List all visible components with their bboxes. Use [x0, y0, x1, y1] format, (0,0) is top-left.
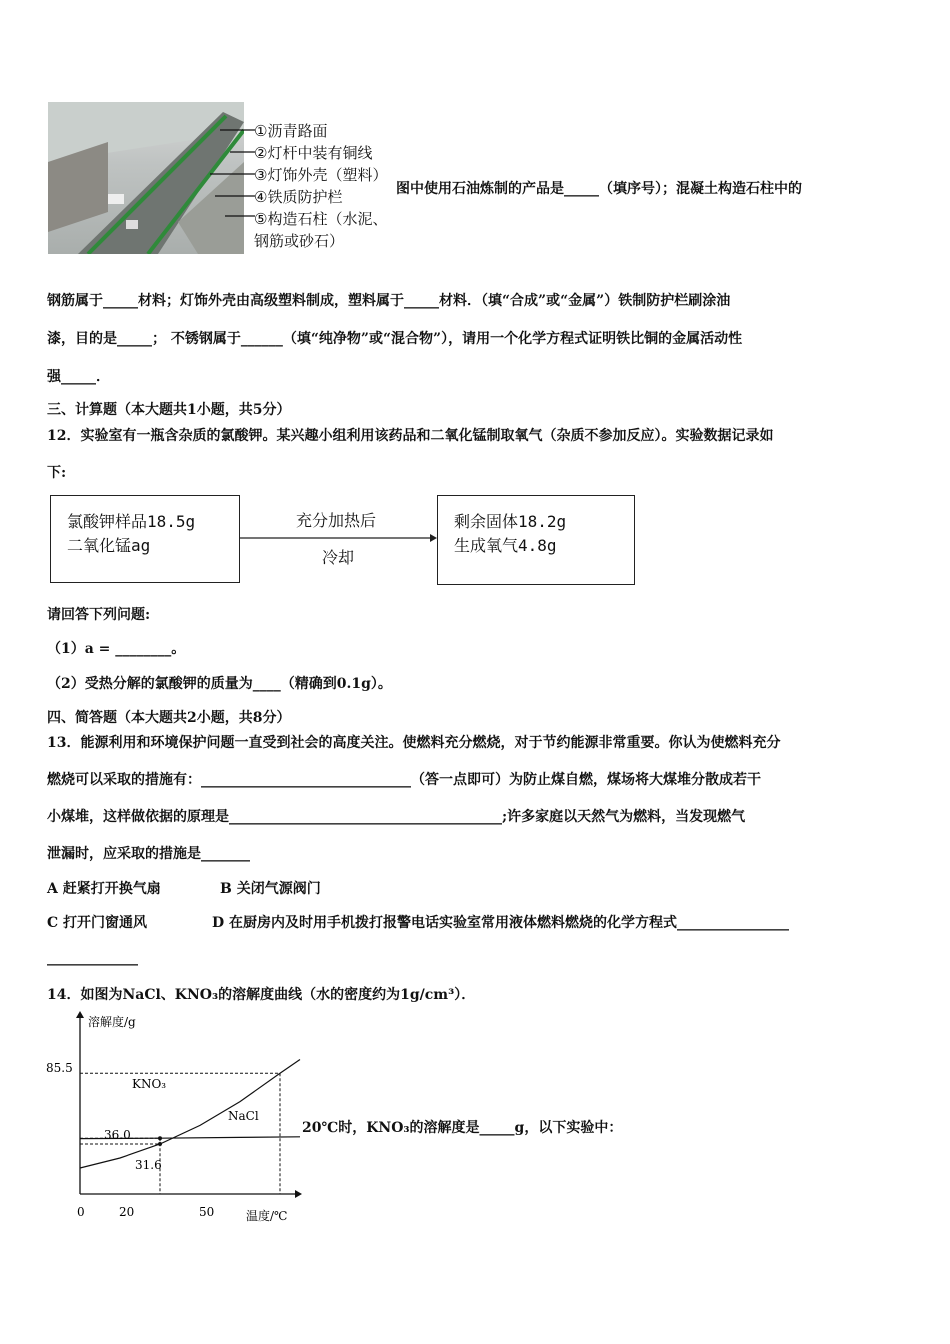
left-box — [50, 495, 240, 583]
q12-prompt: 请回答下列问题: — [47, 607, 151, 623]
q12-sub2: （2）受热分解的氯酸钾的质量为____（精确到0.1g）。 — [47, 676, 392, 692]
photo-label: ②灯杆中装有铜线 — [254, 144, 373, 162]
q12-line2: 下: — [47, 465, 67, 481]
q11-line1: 钢筋属于_____材料；灯饰外壳由高级塑料制成，塑料属于_____材料．（填“合成”或“金属”）铁制防护栏刷涂油 — [47, 293, 731, 309]
q14-side-text: 20℃时，KNO₃的溶解度是_____g，以下实验中： — [302, 1120, 623, 1136]
x-axis-arrow — [295, 1190, 302, 1198]
q11-side-text: 图中使用石油炼制的产品是_____（填序号）；混凝土构造石柱中的 — [396, 181, 802, 197]
q12-sub1: （1）a = ________。 — [47, 641, 186, 657]
solubility-chart — [40, 1010, 310, 1225]
point-36-0 — [158, 1136, 162, 1140]
section4-heading: 四、简答题（本大题共2小题，共8分） — [47, 710, 291, 726]
section3-heading: 三、计算题（本大题共1小题，共5分） — [47, 402, 291, 418]
arrow-bottom-label: 冷却 — [322, 548, 355, 567]
option-b: B 关闭气源阀门 — [220, 881, 321, 897]
photo-label: ①沥青路面 — [254, 122, 328, 140]
photo-label: ③灯饰外壳（塑料） — [254, 166, 388, 184]
right-box-line: 剩余固体18.2g — [454, 512, 567, 531]
photo-label: ⑤构造石柱（水泥、 — [254, 210, 388, 228]
q11-line2: 漆，目的是_____； 不锈钢属于______（填“纯净物”或“混合物”），请用一个化学方程式证明铁比铜的金属活动性 — [47, 331, 743, 347]
annotation-31-6: 31.6 — [135, 1158, 162, 1172]
q11-line3: 强_____． — [47, 369, 110, 385]
option-a: A 赶紧打开换气扇 — [47, 881, 161, 897]
x-tick-label: 20 — [119, 1205, 135, 1219]
arrow-top-label: 充分加热后 — [296, 511, 377, 530]
annotation-85-5: 85.5 — [46, 1061, 73, 1075]
annotation-36-0: 36.0 — [104, 1128, 131, 1142]
nacl-label: NaCl — [228, 1109, 259, 1123]
option-d: D 在厨房内及时用手机拨打报警电话实验室常用液体燃料燃烧的化学方程式________________ — [212, 915, 790, 931]
left-box-line: 二氧化锰ag — [67, 536, 151, 555]
photo-label: ④铁质防护栏 — [254, 188, 343, 206]
right-box — [437, 495, 635, 585]
q13-line4: 泄漏时，应采取的措施是_______ — [47, 846, 250, 862]
photo-labels — [254, 120, 387, 252]
x-axis-label: 温度/℃ — [246, 1209, 288, 1223]
q14-line: 14．如图为NaCl、KNO₃的溶解度曲线（水的密度约为1g/cm³）． — [47, 987, 476, 1003]
right-box-line: 生成氧气4.8g — [454, 536, 557, 555]
left-box-line: 氯酸钾样品18.5g — [67, 512, 196, 531]
point-31-6 — [158, 1142, 162, 1146]
x-tick-label: 0 — [77, 1205, 85, 1219]
y-axis-label: 溶解度/g — [88, 1015, 136, 1029]
y-axis-arrow — [76, 1011, 84, 1018]
q13-line2: 燃烧可以采取的措施有：______________________________（答一点即可）为防止煤自燃，煤场将大煤堆分散成若干 — [47, 772, 761, 788]
answer-blank-line: _____________ — [47, 950, 138, 966]
kno3-curve — [80, 1060, 300, 1169]
q13-line3: 小煤堆，这样做依据的原理是_______________________________________;许多家庭以天然气为燃料，当发现燃气 — [47, 809, 746, 825]
x-tick-label: 50 — [199, 1205, 215, 1219]
q12-line1: 12．实验室有一瓶含杂质的氯酸钾。某兴趣小组利用该药品和二氧化锰制取氧气（杂质不参加反应）。实验数据记录如 — [47, 428, 774, 444]
q13-line1: 13．能源利用和环境保护问题一直受到社会的高度关注。使燃料充分燃烧，对于节约能源非常重要。你认为使燃料充分 — [47, 735, 781, 751]
photo-label: 钢筋或砂石） — [254, 232, 345, 250]
reaction-arrow — [240, 530, 438, 546]
label-pointer-lines — [200, 122, 260, 222]
kno3-label: KNO₃ — [132, 1077, 167, 1091]
option-c: C 打开门窗通风 — [47, 915, 148, 931]
